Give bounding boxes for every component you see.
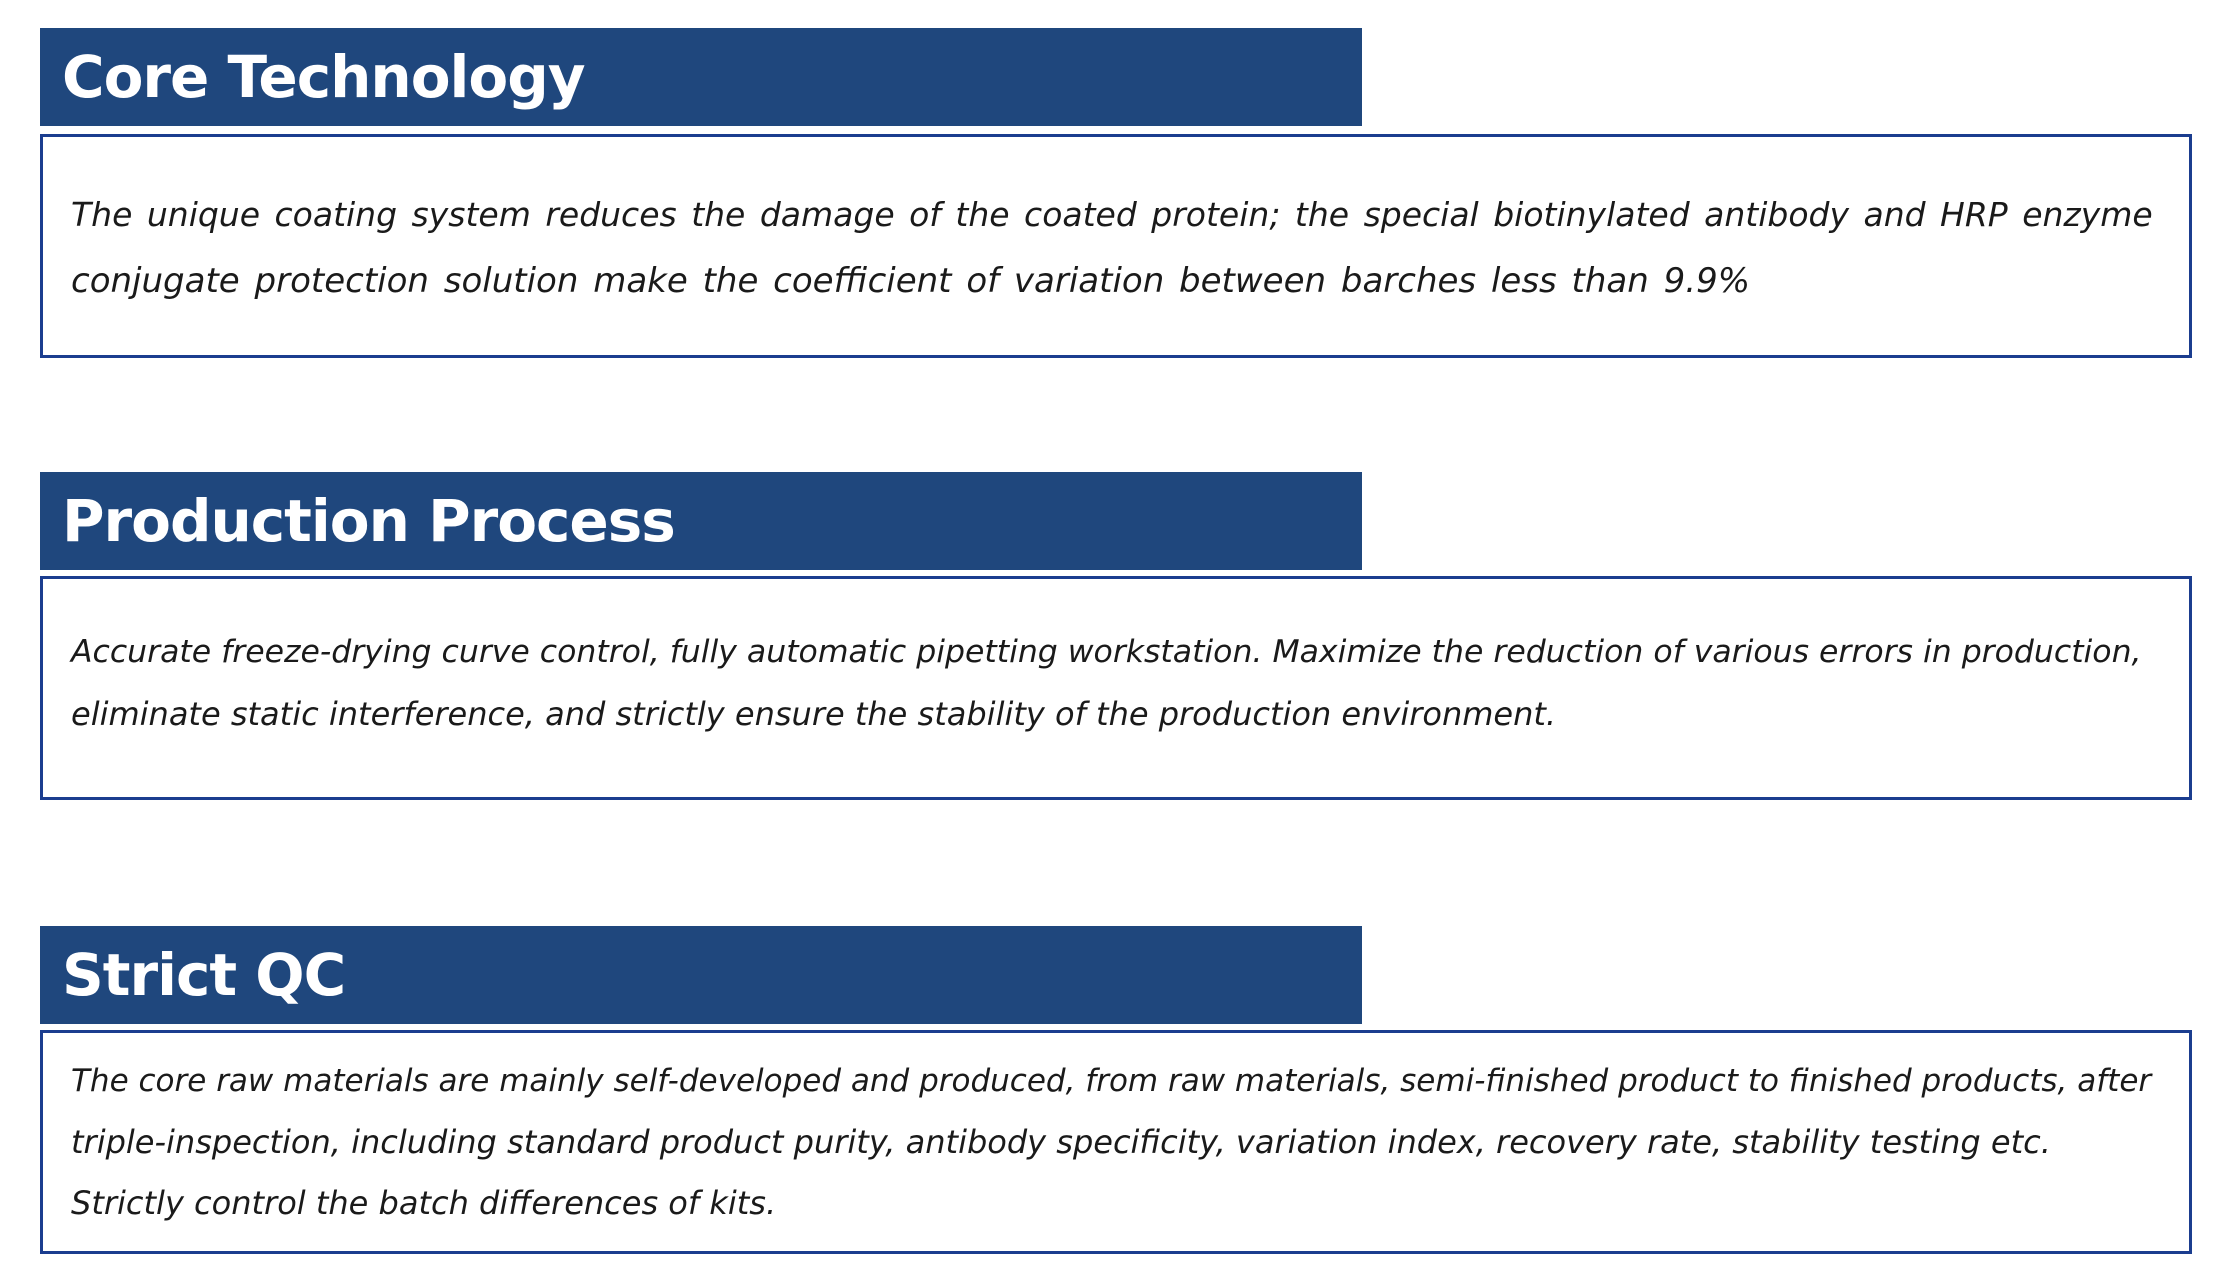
section-text-line: triple-inspection, including standard product purity, antibody specificity, variation index, recovery rate, stability testing etc. <box>71 1123 2051 1161</box>
section-text-line: eliminate static interference, and strictly ensure the stability of the production environment. <box>71 695 1557 733</box>
section-title: Production Process <box>40 472 1362 570</box>
section-text-box <box>40 1030 2192 1254</box>
section-text-box <box>40 576 2192 800</box>
section-text-line: The unique coating system reduces the damage of the coated protein; the special biotinylated antibody and HRP enzyme <box>71 195 2153 234</box>
section-title: Core Technology <box>40 28 1362 126</box>
section-text-line: conjugate protection solution make the coefficient of variation between barches less than 9.9% <box>71 261 1751 301</box>
section-text-line: Accurate freeze-drying curve control, fully automatic pipetting workstation. Maximize the reduction of various errors in production, <box>71 634 2142 670</box>
section-text-box <box>40 134 2192 358</box>
section-text-line: Strictly control the batch differences of kits. <box>71 1184 777 1222</box>
section-text-line: The core raw materials are mainly self-developed and produced, from raw materials, semi-finished product to finished products, after <box>71 1063 2152 1099</box>
core-technology-section <box>40 28 2192 358</box>
strict-qc-section <box>40 926 2192 1254</box>
production-process-section <box>40 472 2192 800</box>
section-title: Strict QC <box>40 926 1362 1024</box>
